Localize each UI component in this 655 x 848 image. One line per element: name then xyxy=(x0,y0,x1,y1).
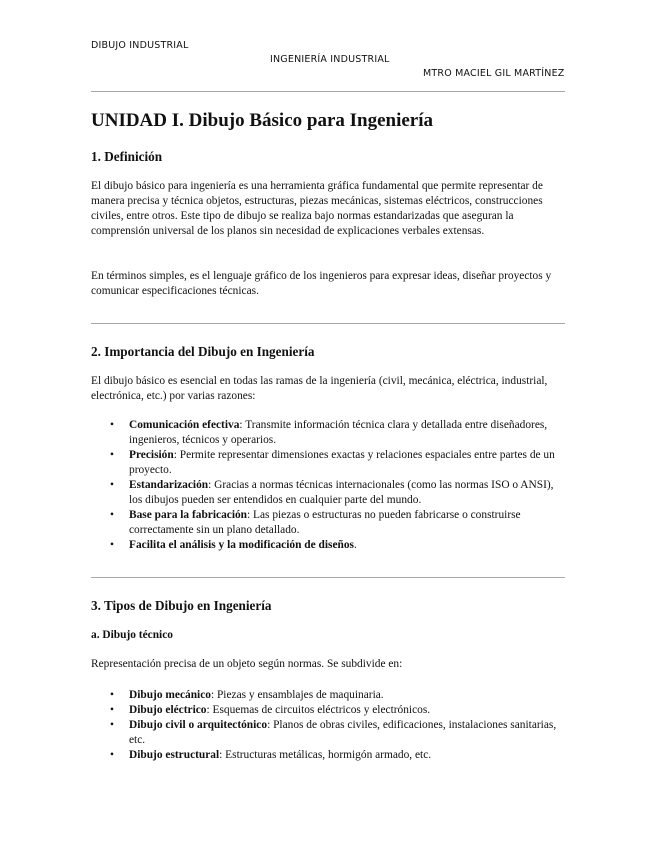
item-term: Dibujo civil o arquitectónico xyxy=(129,719,268,731)
item-text: : Planos de obras civiles, edificaciones, instalaciones sanitarias, etc. xyxy=(129,719,557,746)
list-item xyxy=(91,478,565,508)
item-text: : Permite representar dimensiones exactas y relaciones espaciales entre partes de un proyecto. xyxy=(129,449,555,476)
bullet-icon: • xyxy=(110,749,114,761)
item-text: : Gracias a normas técnicas internacionales (como las normas ISO o ANSI), los dibujos pueden ser entendidos en cualquier parte del mundo. xyxy=(129,479,554,506)
drawing-types-list xyxy=(91,688,565,763)
section-1-paragraph-2: En términos simples, es el lenguaje gráfico de los ingenieros para expresar ideas, diseñar proyectos y comunicar especificaciones técnicas. xyxy=(91,270,552,297)
section-divider-1 xyxy=(91,323,565,324)
importance-list xyxy=(91,418,565,553)
section-3-intro: Representación precisa de un objeto según normas. Se subdivide en: xyxy=(91,658,403,670)
item-term: Dibujo mecánico xyxy=(129,689,211,701)
subsection-a-heading: a. Dibujo técnico xyxy=(91,629,173,641)
list-item xyxy=(91,538,565,553)
item-text: : Las piezas o estructuras no pueden fabricarse o construirse correctamente sin un plano detallado. xyxy=(129,509,521,536)
item-text: . xyxy=(353,539,357,551)
item-term: Facilita el análisis y la modificación de diseños xyxy=(129,539,354,551)
header-right: MTRO MACIEL GIL MARTÍNEZ xyxy=(423,68,565,79)
bullet-icon: • xyxy=(110,479,114,491)
section-1-heading: 1. Definición xyxy=(91,149,163,164)
bullet-icon: • xyxy=(110,689,114,701)
header-center: INGENIERÍA INDUSTRIAL xyxy=(270,54,390,65)
item-text: : Estructuras metálicas, hormigón armado, etc. xyxy=(219,749,432,761)
item-term: Dibujo eléctrico xyxy=(129,704,207,716)
header-divider xyxy=(91,91,565,92)
bullet-icon: • xyxy=(110,509,114,521)
section-2-intro: El dibujo básico es esencial en todas las ramas de la ingeniería (civil, mecánica, eléctrica, industrial, electrónica, etc.) por varias razones: xyxy=(91,375,548,402)
list-item xyxy=(91,748,565,763)
item-text: : Esquemas de circuitos eléctricos y electrónicos. xyxy=(206,704,431,716)
bullet-icon: • xyxy=(110,539,114,551)
list-item xyxy=(91,508,565,538)
header-left: DIBUJO INDUSTRIAL xyxy=(91,40,189,51)
item-term: Comunicación efectiva xyxy=(129,419,240,431)
section-divider-2 xyxy=(91,577,565,578)
item-term: Precisión xyxy=(129,449,174,461)
bullet-icon: • xyxy=(110,719,114,731)
bullet-icon: • xyxy=(110,419,114,431)
section-1-paragraph-1: El dibujo básico para ingeniería es una herramienta gráfica fundamental que permite representar de manera precisa y técnica objetos, estructuras, piezas mecánicas, sistemas eléctricos, construcciones civiles, entre otros. Este tipo de dibujo se realiza bajo normas estandarizadas que aseguran la comprensión universal de los planos sin necesidad de explicaciones verbales extensas. xyxy=(91,180,543,237)
item-term: Base para la fabricación xyxy=(129,509,248,521)
bullet-icon: • xyxy=(110,449,114,461)
list-item xyxy=(91,688,565,703)
list-item xyxy=(91,703,565,718)
list-item xyxy=(91,448,565,478)
list-item xyxy=(91,718,565,748)
item-text: : Piezas y ensamblajes de maquinaria. xyxy=(210,689,384,701)
list-item xyxy=(91,418,565,448)
page-title: UNIDAD I. Dibujo Básico para Ingeniería xyxy=(91,110,434,131)
item-term: Dibujo estructural xyxy=(129,749,220,761)
item-term: Estandarización xyxy=(129,479,209,491)
section-3-heading: 3. Tipos de Dibujo en Ingeniería xyxy=(91,598,272,613)
section-2-heading: 2. Importancia del Dibujo en Ingeniería xyxy=(91,344,315,359)
item-text: : Transmite información técnica clara y detallada entre diseñadores, ingenieros, técnicos y operarios. xyxy=(129,419,548,446)
bullet-icon: • xyxy=(110,704,114,716)
